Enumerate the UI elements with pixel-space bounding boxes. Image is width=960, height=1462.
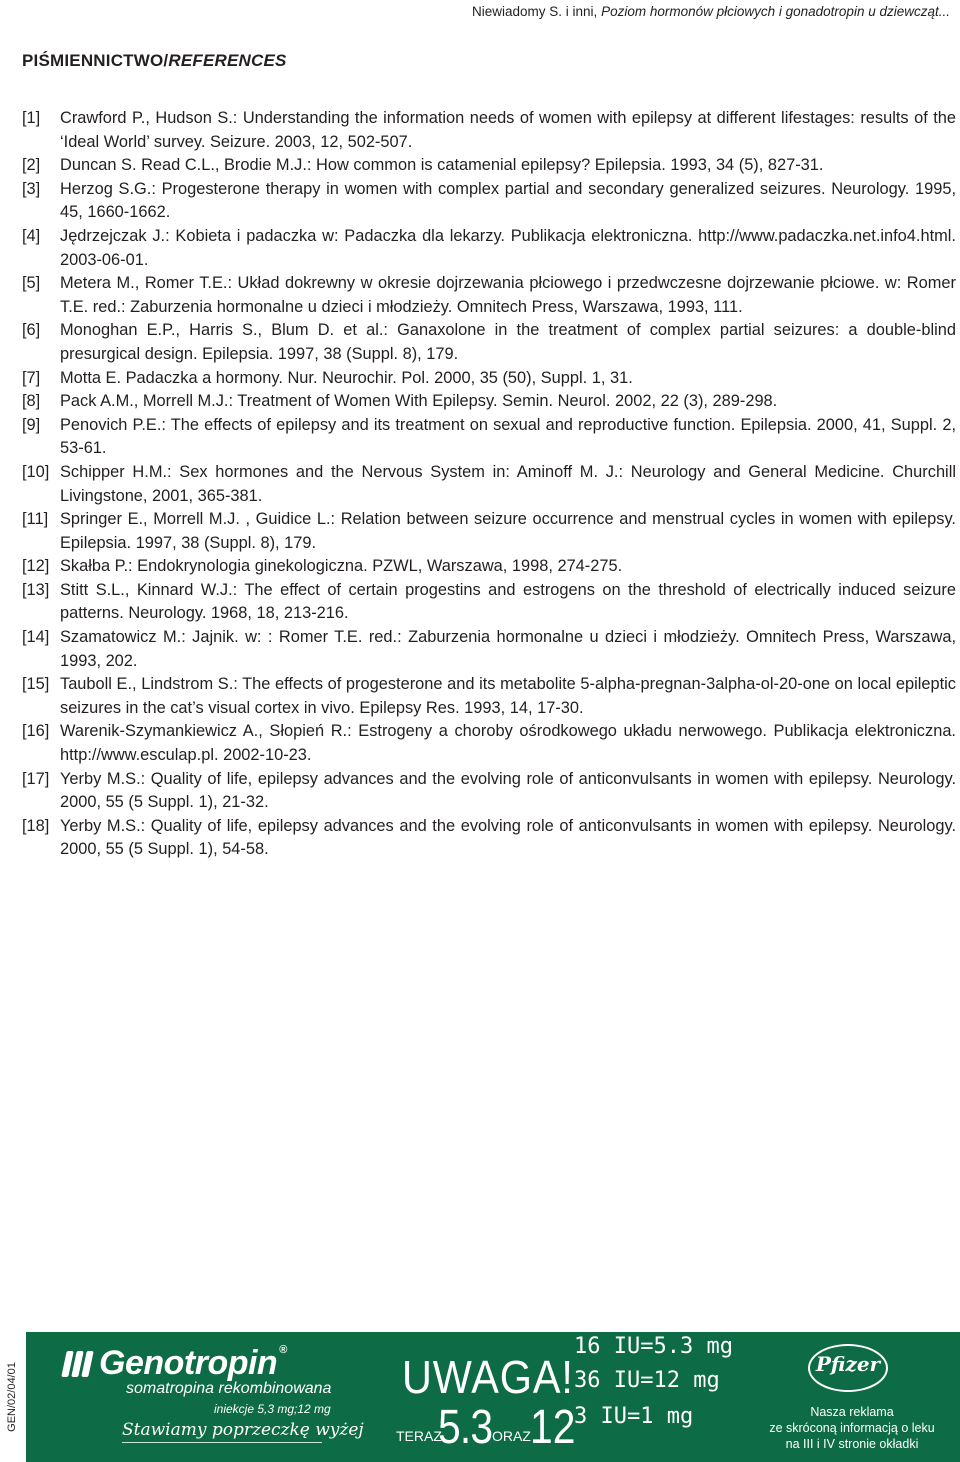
ad-note-line-1: Nasza reklama [810, 1405, 894, 1419]
equivalence-16iu: 16 IU=5.3 mg [574, 1334, 733, 1359]
reference-text: Metera M., Romer T.E.: Układ dokrewny w okresie dojrzewania płciowego i przedwczesne dojrzewanie płciowe. w: Romer T.E. red.: Zaburzenia hormonalne u dzieci i młodzieży. Omnitech Press, Warszawa, 1993, 111. [60, 274, 956, 316]
pfizer-logo-text: Pfizer [815, 1352, 881, 1376]
genotropin-slogan: Stawiamy poprzeczkę wyżej [122, 1420, 364, 1440]
side-code [0, 1332, 24, 1462]
equivalence-3iu: 3 IU=1 mg [574, 1404, 694, 1429]
reference-item [22, 414, 956, 461]
genotropin-logo-icon [64, 1351, 91, 1377]
registered-mark: ® [279, 1344, 287, 1356]
reference-item [22, 579, 956, 626]
genotropin-injection: iniekcje 5,3 mg;12 mg [214, 1402, 331, 1416]
reference-number: [3] [22, 179, 41, 198]
reference-item [22, 390, 956, 414]
reference-item [22, 508, 956, 555]
running-head-title: Poziom hormonów płciowych i gonadotropin u dziewcząt... [601, 4, 950, 19]
teraz-label: TERAZ [396, 1428, 442, 1444]
section-heading-pl: PIŚMIENNICTWO/ [22, 51, 169, 70]
reference-number: [11] [22, 510, 49, 529]
genotropin-logo [64, 1344, 287, 1383]
running-head [472, 4, 950, 19]
side-code-text: GEN/02/04/01 [6, 1362, 18, 1432]
reference-text: Herzog S.G.: Progesterone therapy in women with complex partial and secondary generalized seizures. Neurology. 1995, 45, 1660-1662. [60, 179, 956, 222]
genotropin-ad-banner [26, 1332, 960, 1462]
oraz-label: ORAZ [492, 1428, 531, 1444]
reference-number: [1] [22, 109, 41, 127]
reference-item [22, 673, 956, 720]
reference-number: [9] [22, 415, 41, 434]
dose-12: 12 [530, 1401, 576, 1454]
reference-number: [4] [22, 226, 41, 245]
reference-number: [8] [22, 392, 41, 411]
reference-number: [13] [22, 580, 50, 599]
reference-text: Pack A.M., Morrell M.J.: Treatment of Women With Epilepsy. Semin. Neurol. 2002, 22 (3), 289-298. [60, 392, 778, 411]
reference-item [22, 720, 956, 767]
reference-number: [16] [22, 722, 50, 741]
reference-number: [10] [22, 462, 50, 481]
reference-text: Duncan S. Read C.L., Brodie M.J.: How common is catamenial epilepsy? Epilepsia. 1993, 34 (5), 827-31. [60, 156, 824, 175]
equivalence-36iu: 36 IU=12 mg [574, 1368, 720, 1393]
reference-number: [17] [22, 769, 50, 788]
reference-text: Motta E. Padaczka a hormony. Nur. Neurochir. Pol. 2000, 35 (50), Suppl. 1, 31. [60, 368, 633, 387]
reference-text: Yerby M.S.: Quality of life, epilepsy advances and the evolving role of anticonvulsants in women with epilepsy. Neurology. 2000, 55 (5 Suppl. 1), 54-58. [60, 816, 956, 859]
reference-item [22, 154, 956, 178]
reference-number: [5] [22, 274, 41, 293]
reference-text: Penovich P.E.: The effects of epilepsy and its treatment on sexual and reproductive function. Epilepsia. 2000, 41, Suppl. 2, 53-61. [60, 415, 956, 458]
reference-text: Tauboll E., Lindstrom S.: The effects of progesterone and its metabolite 5-alpha-pregnan-3alpha-ol-20-one on local epileptic seizures in the cat’s visual cortex in vivo. Epilepsy Res. 1993, 14, 17-30. [60, 675, 956, 717]
reference-text: Schipper H.M.: Sex hormones and the Nervous System in: Aminoff M. J.: Neurology and General Medicine. Churchill Livingstone, 2001, 365-381. [60, 462, 956, 505]
uwaga-headline: UWAGA! [402, 1351, 574, 1403]
dose-5-3: 5.3 [438, 1401, 493, 1454]
reference-item [22, 272, 956, 319]
running-head-authors: Niewiadomy S. i inni, [472, 4, 598, 19]
reference-number: [6] [22, 321, 41, 340]
reference-number: [15] [22, 675, 50, 694]
reference-text: Jędrzejczak J.: Kobieta i padaczka w: Padaczka dla lekarzy. Publikacja elektroniczna. http://www.padaczka.net.info4.html. 2003-06-01. [60, 226, 956, 269]
reference-text: Crawford P., Hudson S.: Understanding the information needs of women with epilepsy at different lifestages: results of the ‘Ideal World’ survey. Seizure. 2003, 12, 502-507. [60, 109, 956, 151]
reference-text: Yerby M.S.: Quality of life, epilepsy advances and the evolving role of anticonvulsants in women with epilepsy. Neurology. 2000, 55 (5 Suppl. 1), 21-32. [60, 769, 956, 812]
reference-text: Szamatowicz M.: Jajnik. w: : Romer T.E. red.: Zaburzenia hormonalne u dzieci i młodzieży. Omnitech Press, Warszawa, 1993, 202. [60, 628, 956, 670]
reference-text: Stitt S.L., Kinnard W.J.: The effect of certain progestins and estrogens on the threshold of electrically induced seizure patterns. Neurology. 1968, 18, 213-216. [60, 580, 956, 623]
reference-text: Monoghan E.P., Harris S., Blum D. et al.: Ganaxolone in the treatment of complex partial seizures: a double-blind presurgical design. Epilepsia. 1997, 38 (Suppl. 8), 179. [60, 321, 956, 363]
reference-item [22, 626, 956, 673]
brand-name: Genotropin [99, 1344, 278, 1382]
slogan-underline [122, 1442, 322, 1443]
reference-text: Springer E., Morrell M.J. , Guidice L.: Relation between seizure occurrence and menstrual cycles in women with epilepsy. Epilepsia. 1997, 38 (Suppl. 8), 179. [60, 510, 956, 552]
reference-item [22, 319, 956, 366]
ad-note [762, 1404, 942, 1452]
genotropin-subtitle: somatropina rekombinowana [126, 1380, 332, 1397]
reference-item [22, 768, 956, 815]
section-heading-en: REFERENCES [168, 51, 287, 70]
reference-item [22, 178, 956, 225]
section-heading [22, 51, 287, 71]
reference-text: Skałba P.: Endokrynologia ginekologiczna. PZWL, Warszawa, 1998, 274-275. [60, 557, 623, 576]
reference-item [22, 555, 956, 579]
reference-item [22, 815, 956, 862]
reference-text: Warenik-Szymankiewicz A., Słopień R.: Estrogeny a choroby ośrodkowego układu nerwowego. Publikacja elektroniczna. http://www.esculap.pl. 2002-10-23. [60, 722, 956, 765]
reference-number: [14] [22, 628, 50, 647]
reference-number: [12] [22, 557, 50, 576]
reference-number: [18] [22, 816, 50, 835]
reference-item [22, 225, 956, 272]
reference-list [22, 107, 956, 862]
genotropin-brand [99, 1344, 287, 1383]
reference-item [22, 367, 956, 391]
reference-item [22, 107, 956, 154]
reference-number: [2] [22, 156, 41, 175]
reference-item [22, 461, 956, 508]
ad-note-line-3: na III i IV stronie okładki [785, 1437, 919, 1451]
reference-number: [7] [22, 368, 41, 387]
ad-note-line-2: ze skróconą informacją o leku [769, 1421, 935, 1435]
